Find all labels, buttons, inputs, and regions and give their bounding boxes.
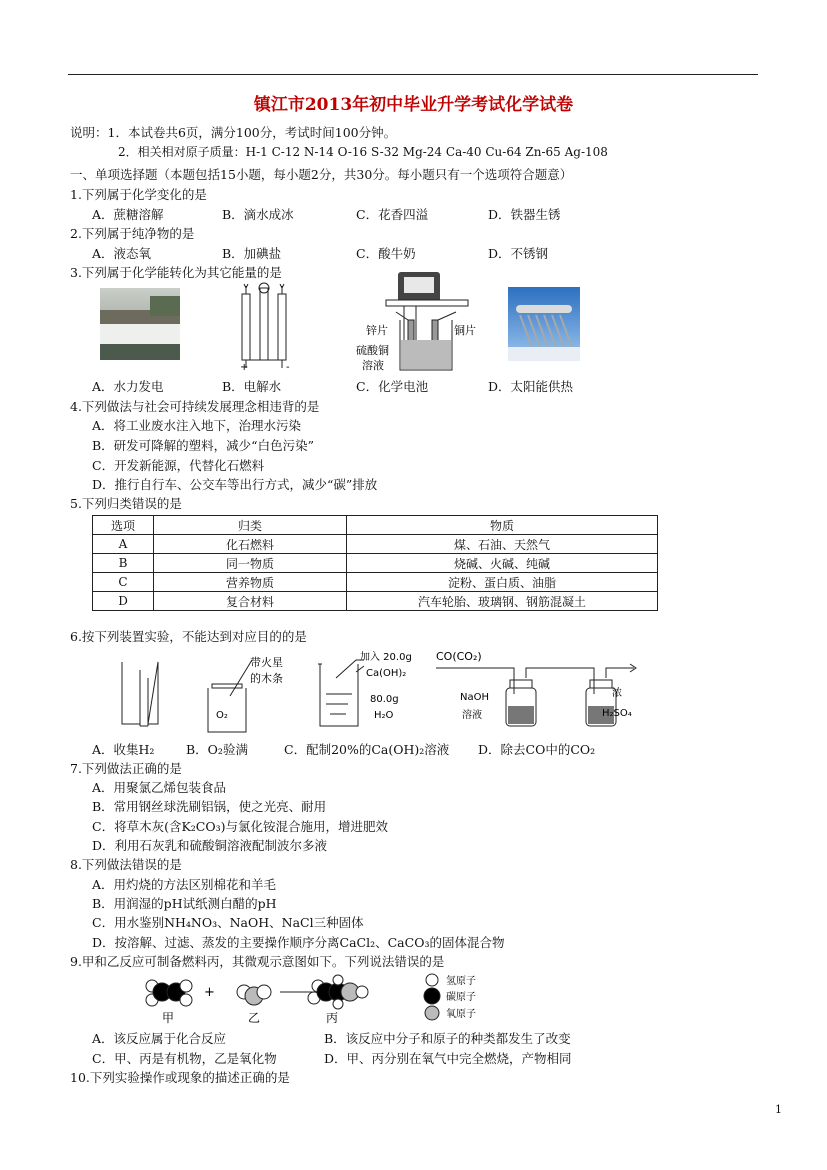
label-yi: 乙 (248, 1011, 261, 1024)
table-cell: 淀粉、蛋白质、油脂 (347, 573, 658, 592)
label-bing: 丙 (326, 1011, 339, 1024)
legend-carbon: 碳原子 (446, 992, 476, 1003)
q1-option-b: B．滴水成冰 (222, 207, 294, 222)
q8-option-d: D．按溶解、过滤、蒸发的主要操作顺序分离CaCl₂、CaCO₃的固体混合物 (92, 935, 505, 950)
solar-heater-photo (508, 287, 580, 361)
electrolysis-plus: + (240, 362, 249, 372)
table-cell: B (93, 554, 154, 573)
q4-option-b: B．研发可降解的塑料，减少“白色污染” (92, 438, 314, 453)
label-add-1: 加入 20.0g (360, 652, 412, 663)
label-naoh-1: NaOH (460, 692, 489, 703)
table-cell: 汽车轮胎、玻璃钢、钢筋混凝土 (347, 592, 658, 611)
table-cell: 煤、石油、天然气 (347, 535, 658, 554)
table-cell: 营养物质 (154, 573, 347, 592)
q7-stem: 7.下列做法正确的是 (70, 761, 182, 776)
q2-option-c: C．酸牛奶 (356, 246, 416, 261)
q3-option-a: A．水力发电 (92, 379, 164, 394)
table-row (93, 573, 658, 592)
q1-option-c: C．花香四溢 (356, 207, 429, 222)
q8-stem: 8.下列做法错误的是 (70, 857, 182, 872)
label-h2so4-1: 浓 (612, 688, 622, 699)
page-title: 镇江市2013年初中毕业升学考试化学试卷 (253, 95, 574, 115)
label-jia: 甲 (162, 1011, 175, 1024)
q7-option-d: D．利用石灰乳和硫酸铜溶液配制波尔多液 (92, 838, 328, 853)
section-heading: 一、单项选择题（本题包括15小题，每小题2分，共30分。每小题只有一个选项符合题意） (70, 167, 573, 182)
q1-stem: 1.下列属于化学变化的是 (70, 187, 207, 202)
solution-prep-beaker (316, 648, 416, 730)
q4-option-a: A．将工业废水注入地下，治理水污染 (92, 418, 302, 433)
q3-option-c: C．化学电池 (356, 379, 429, 394)
label-copper: 铜片 (454, 324, 476, 337)
legend-oxygen: 氧原子 (446, 1009, 476, 1020)
table-cell: 同一物质 (154, 554, 347, 573)
header-rule (68, 74, 758, 75)
label-co-co2: CO(CO₂) (436, 650, 482, 663)
q9-option-d: D．甲、丙分别在氧气中完全燃烧，产物相同 (324, 1051, 572, 1066)
q2-option-a: A．液态氧 (92, 246, 152, 261)
q4-stem: 4.下列做法与社会可持续发展理念相违背的是 (70, 399, 320, 414)
label-splint-2: 的木条 (250, 672, 283, 685)
legend-hydrogen: 氢原子 (446, 976, 476, 987)
q3-stem: 3.下列属于化学能转化为其它能量的是 (70, 265, 282, 280)
table-row (93, 592, 658, 611)
q4-option-d: D．推行自行车、公交车等出行方式，减少“碳”排放 (92, 477, 378, 492)
hydropower-photo (100, 288, 180, 360)
label-o2: O₂ (216, 710, 228, 721)
q2-stem: 2.下列属于纯净物的是 (70, 226, 195, 241)
q6-option-d: D．除去CO中的CO₂ (478, 742, 596, 757)
gas-collection-bottle (118, 660, 162, 730)
electrolysis-minus: - (286, 362, 290, 372)
classification-table (92, 515, 658, 611)
q7-option-b: B．常用钢丝球洗刷铝锅，使之光亮、耐用 (92, 799, 327, 814)
table-row (93, 554, 658, 573)
q5-stem: 5.下列归类错误的是 (70, 496, 182, 511)
label-splint-1: 带火星 (250, 656, 283, 669)
q1-option-d: D．铁器生锈 (488, 207, 561, 222)
q8-option-a: A．用灼烧的方法区别棉花和羊毛 (92, 877, 277, 892)
q7-option-a: A．用聚氯乙烯包装食品 (92, 780, 227, 795)
note-line-1: 说明：1．本试卷共6页，满分100分，考试时间100分钟。 (70, 125, 397, 140)
reaction-plus: + (204, 985, 215, 1000)
reaction-micro-diagram (140, 972, 510, 1024)
chemical-battery-apparatus (356, 270, 486, 378)
label-h2so4-2: H₂SO₄ (602, 708, 632, 719)
electrolysis-apparatus (232, 282, 298, 372)
q7-option-c: C．将草木灰(含K₂CO₃)与氯化铵混合施用，增进肥效 (92, 819, 388, 834)
table-header-cell: 选项 (93, 516, 154, 535)
q6-option-c: C．配制20%的Ca(OH)₂溶液 (284, 742, 450, 757)
q9-option-c: C．甲、丙是有机物，乙是氧化物 (92, 1051, 277, 1066)
q3-option-b: B．电解水 (222, 379, 282, 394)
q6-option-b: B．O₂验满 (186, 742, 248, 757)
label-cuso4-1: 硫酸铜 (356, 344, 389, 357)
q6-stem: 6.按下列装置实验，不能达到对应目的的是 (70, 629, 307, 644)
table-cell: A (93, 535, 154, 554)
q1-option-a: A．蔗糖溶解 (92, 207, 164, 222)
label-zinc: 锌片 (366, 324, 388, 337)
q9-option-b: B．该反应中分子和原子的种类都发生了改变 (324, 1031, 571, 1046)
q4-option-c: C．开发新能源，代替化石燃料 (92, 458, 265, 473)
table-cell: 复合材料 (154, 592, 347, 611)
q10-stem: 10.下列实验操作或现象的描述正确的是 (70, 1070, 290, 1085)
table-cell: C (93, 573, 154, 592)
table-cell: D (93, 592, 154, 611)
page-number: 1 (775, 1103, 782, 1116)
o2-test-setup (204, 654, 314, 734)
q3-option-d: D．太阳能供热 (488, 379, 574, 394)
table-cell: 烧碱、火碱、纯碱 (347, 554, 658, 573)
label-water-2: H₂O (374, 710, 394, 721)
label-cuso4-2: 溶液 (362, 359, 384, 372)
gas-purification-setup (434, 648, 640, 732)
q8-option-c: C．用水鉴别NH₄NO₃、NaOH、NaCl三种固体 (92, 915, 364, 930)
q9-stem: 9.甲和乙反应可制备燃料丙，其微观示意图如下。下列说法错误的是 (70, 954, 445, 969)
q2-option-d: D．不锈钢 (488, 246, 549, 261)
q8-option-b: B．用润湿的pH试纸测白醋的pH (92, 896, 277, 911)
q2-option-b: B．加碘盐 (222, 246, 282, 261)
label-naoh-2: 溶液 (462, 710, 482, 721)
table-row (93, 535, 658, 554)
q9-option-a: A．该反应属于化合反应 (92, 1031, 227, 1046)
note-line-2: 2．相关相对原子质量：H-1 C-12 N-14 O-16 S-32 Mg-24 Ca-40 Cu-64 Zn-65 Ag-108 (118, 145, 608, 159)
table-cell: 化石燃料 (154, 535, 347, 554)
label-add-2: Ca(OH)₂ (366, 668, 407, 679)
table-header-row (93, 516, 658, 535)
table-header-cell: 归类 (154, 516, 347, 535)
table-header-cell: 物质 (347, 516, 658, 535)
label-water-1: 80.0g (370, 694, 399, 705)
q6-option-a: A．收集H₂ (92, 742, 155, 757)
